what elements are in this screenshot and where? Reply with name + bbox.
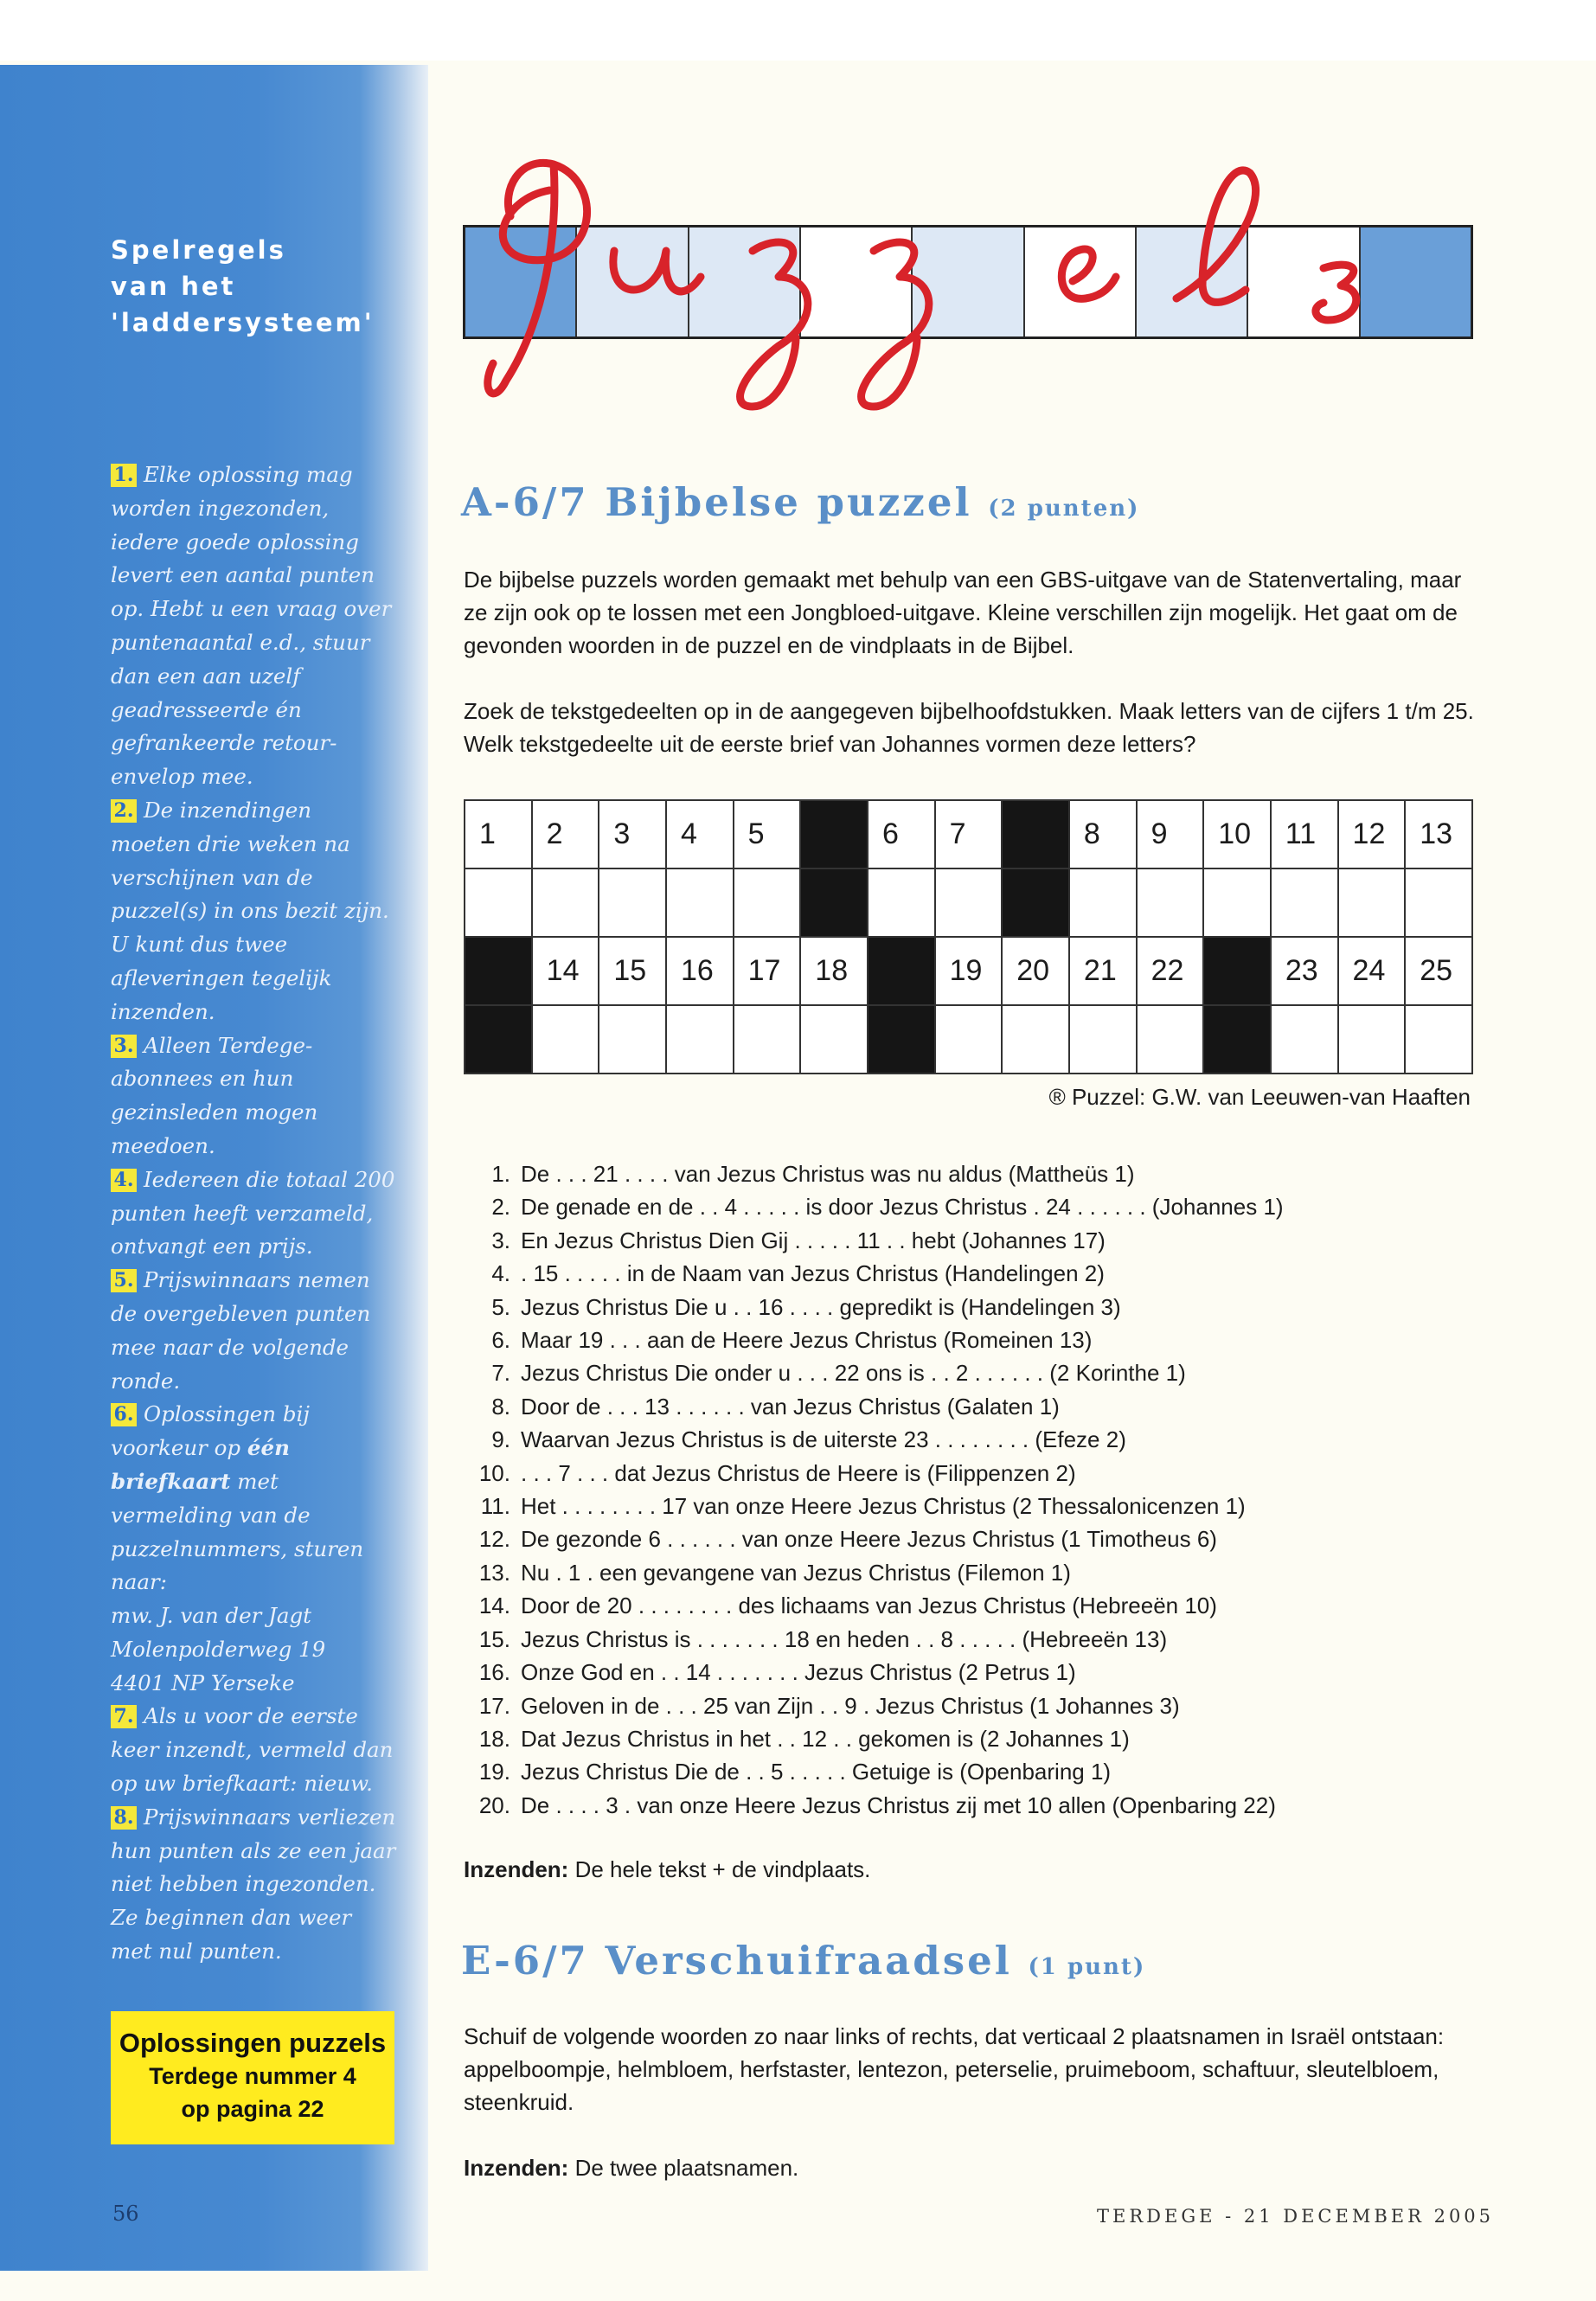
grid-cell-black xyxy=(800,868,868,937)
clue-number: 5. xyxy=(491,1293,510,1320)
grid-cell-empty xyxy=(599,1005,666,1074)
grid-cell-empty xyxy=(532,868,599,937)
grid-cell-black xyxy=(800,800,868,868)
grid-cell-label: 8 xyxy=(1083,817,1100,850)
rules-list xyxy=(111,458,396,1969)
grid-cell-number xyxy=(1405,800,1472,868)
grid-cell-label: 1 xyxy=(479,817,496,850)
grid-cell-label: 21 xyxy=(1083,954,1117,987)
grid-cell-label: 14 xyxy=(546,954,580,987)
grid-cell-number xyxy=(734,937,801,1005)
grid-row xyxy=(465,937,1472,1005)
grid-row xyxy=(465,1005,1472,1074)
puzzle-e-text: Schuif de volgende woorden zo naar links of rechts, dat verticaal 2 plaatsnamen in Israël ontstaan: appelboompje, helmbloem, herfstaster, lentezon, peterselie, pruimeboom, schaftuur, sleutelbloem, steenkruid. xyxy=(464,2023,1445,2115)
rule-item xyxy=(111,1264,396,1398)
grid-cell-black xyxy=(868,937,935,1005)
clue-item xyxy=(474,1190,1284,1223)
clue-number: 12. xyxy=(478,1526,510,1553)
rule-number: 5. xyxy=(111,1269,137,1292)
clue-text: Het . . . . . . . . 17 van onze Heere Jezus Christus (2 Thessalonicenzen 1) xyxy=(521,1493,1246,1520)
page-number: 56 xyxy=(112,2202,139,2226)
grid-cell-empty xyxy=(1137,868,1204,937)
solutions-issue: Terdege nummer 4 xyxy=(149,2063,356,2089)
grid-cell-empty xyxy=(599,868,666,937)
send-in-label: Inzenden: xyxy=(464,1856,569,1882)
clue-item xyxy=(474,1390,1284,1423)
send-in-text: De twee plaatsnamen. xyxy=(574,2155,799,2181)
grid-cell-label: 6 xyxy=(881,817,899,850)
send-in-text: De hele tekst + de vindplaats. xyxy=(574,1856,871,1882)
solutions-page: op pagina 22 xyxy=(181,2096,324,2122)
grid-cell-empty xyxy=(1002,1005,1069,1074)
rule-text: Prijswinnaars verliezen hun punten als ze een jaar niet hebben ingezonden. Ze beginnen dan weer met nul punten. xyxy=(111,1804,396,1965)
grid-cell-number xyxy=(532,937,599,1005)
clue-item xyxy=(474,1522,1284,1555)
rule-number: 8. xyxy=(111,1806,137,1830)
grid-cell-empty xyxy=(1203,868,1271,937)
rule-item xyxy=(111,1398,396,1599)
grid-cell-label: 15 xyxy=(613,954,647,987)
rule-text: Iedereen die totaal 200 punten heeft verzameld, ontvangt een prijs. xyxy=(111,1166,395,1259)
rule-number: 4. xyxy=(111,1169,137,1192)
clue-number: 16. xyxy=(478,1659,510,1686)
clue-list xyxy=(474,1157,1284,1822)
clue-text: Door de . . . 13 . . . . . . van Jezus Christus (Galaten 1) xyxy=(521,1393,1060,1420)
puzzle-a-points: (2 punten) xyxy=(988,496,1140,522)
clue-number: 14. xyxy=(478,1593,510,1619)
grid-cell-empty xyxy=(666,868,734,937)
grid-cell-label: 16 xyxy=(680,954,714,987)
clue-text: De gezonde 6 . . . . . . van onze Heere Jezus Christus (1 Timotheus 6) xyxy=(521,1526,1217,1553)
grid-cell-label: 4 xyxy=(680,817,697,850)
rule-text: Als u voor de eerste keer inzendt, vermeld dan op uw briefkaart: nieuw. xyxy=(111,1703,394,1797)
grid-cell-empty xyxy=(1405,1005,1472,1074)
clue-text: . . . 7 . . . dat Jezus Christus de Heere is (Filippenzen 2) xyxy=(521,1459,1076,1486)
grid-cell-number xyxy=(800,937,868,1005)
clue-item xyxy=(474,1457,1284,1490)
clue-text: Jezus Christus is . . . . . . . 18 en heden . . 8 . . . . . (Hebreeën 13) xyxy=(521,1625,1168,1652)
rule-item xyxy=(111,1801,396,1969)
clue-item xyxy=(474,1589,1284,1622)
rule-number: 7. xyxy=(111,1705,137,1728)
address-line: Molenpolderweg 19 xyxy=(111,1636,326,1662)
puzzle-a-instruction: Zoek de tekstgedeelten op in de aangegeven bijbelhoofdstukken. Maak letters van de cijfers 1 t/m 25. Welk tekstgedeelte uit de eerste brief van Johannes vormen deze letters? xyxy=(464,698,1474,757)
grid-row xyxy=(465,868,1472,937)
clue-number: 6. xyxy=(491,1327,510,1354)
sidebar-title-line: 'laddersysteem' xyxy=(111,308,375,337)
puzzle-credit: ® Puzzel: G.W. van Leeuwen-van Haaften xyxy=(1048,1084,1471,1110)
rule-item xyxy=(111,794,396,1029)
clue-text: Geloven in de . . . 25 van Zijn . . 9 . Jezus Christus (1 Johannes 3) xyxy=(521,1692,1180,1719)
grid-cell-label: 20 xyxy=(1016,954,1050,987)
puzzle-e-send-in xyxy=(464,2155,798,2182)
address-line: mw. J. van der Jagt xyxy=(111,1603,312,1629)
puzzle-e-title-text: E-6/7 Verschuifraadsel xyxy=(461,1938,1012,1984)
grid-cell-number xyxy=(935,800,1003,868)
clue-number: 13. xyxy=(478,1559,510,1586)
grid-cell-label: 25 xyxy=(1420,954,1453,987)
grid-cell-number xyxy=(1338,937,1406,1005)
grid-cell-number xyxy=(1338,800,1406,868)
clue-item xyxy=(474,1423,1284,1456)
grid-cell-label: 18 xyxy=(815,954,849,987)
grid-cell-number xyxy=(1069,800,1137,868)
clue-number: 2. xyxy=(491,1194,510,1221)
send-in-label: Inzenden: xyxy=(464,2155,569,2181)
rule-item xyxy=(111,1700,396,1800)
grid-cell-black xyxy=(1203,1005,1271,1074)
rule-number: 6. xyxy=(111,1403,137,1426)
clue-number: 10. xyxy=(478,1459,510,1486)
grid-cell-number xyxy=(1069,937,1137,1005)
clue-number: 7. xyxy=(491,1360,510,1387)
clue-item xyxy=(474,1755,1284,1788)
grid-cell-empty xyxy=(1271,1005,1338,1074)
clue-number: 15. xyxy=(478,1625,510,1652)
clue-text: Maar 19 . . . aan de Heere Jezus Christus (Romeinen 13) xyxy=(521,1327,1093,1354)
clue-text: Dat Jezus Christus in het . . 12 . . gekomen is (2 Johannes 1) xyxy=(521,1725,1130,1752)
grid-cell-label: 24 xyxy=(1352,954,1386,987)
grid-cell-empty xyxy=(1405,868,1472,937)
puzzle-a-intro: De bijbelse puzzels worden gemaakt met behulp van een GBS-uitgave van de Statenvertaling, maar ze zijn ook op te lossen met een Jongbloed-uitgave. Kleine verschillen zijn mogelijk. Het gaat om de gevonden woorden in de puzzel en de vindplaats in de Bijbel. xyxy=(464,567,1462,658)
address-line: 4401 NP Yerseke xyxy=(111,1670,295,1695)
grid-cell-number xyxy=(1137,937,1204,1005)
grid-cell-empty xyxy=(1338,1005,1406,1074)
clue-text: Jezus Christus Die onder u . . . 22 ons is . . 2 . . . . . . (2 Korinthe 1) xyxy=(521,1360,1186,1387)
grid-cell-number xyxy=(868,800,935,868)
top-margin xyxy=(0,0,1596,61)
grid-cell-black xyxy=(868,1005,935,1074)
rule-item xyxy=(111,1163,396,1264)
clue-number: 20. xyxy=(478,1791,510,1818)
sidebar-title xyxy=(111,232,388,341)
clue-text: Waarvan Jezus Christus is de uiterste 23 . . . . . . . . (Efeze 2) xyxy=(521,1426,1126,1453)
puzzle-e-title xyxy=(461,1938,1145,1984)
clue-item xyxy=(474,1224,1284,1257)
clue-text: Nu . 1 . een gevangene van Jezus Christus (Filemon 1) xyxy=(521,1559,1071,1586)
grid-cell-number xyxy=(1271,800,1338,868)
grid-cell-empty xyxy=(1069,1005,1137,1074)
grid-cell-empty xyxy=(1069,868,1137,937)
grid-cell-empty xyxy=(532,1005,599,1074)
grid-cell-label: 2 xyxy=(546,817,563,850)
clue-item xyxy=(474,1490,1284,1522)
clue-number: 4. xyxy=(491,1260,510,1287)
issue-footer: TERDEGE - 21 DECEMBER 2005 xyxy=(1097,2206,1495,2227)
grid-cell-black xyxy=(1002,868,1069,937)
grid-cell-label: 5 xyxy=(747,817,765,850)
clue-item xyxy=(474,1556,1284,1589)
grid-cell-number xyxy=(935,937,1003,1005)
clue-item xyxy=(474,1722,1284,1755)
grid-cell-number xyxy=(666,800,734,868)
grid-cell-number xyxy=(1271,937,1338,1005)
clue-number: 18. xyxy=(478,1725,510,1752)
clue-text: Jezus Christus Die u . . 16 . . . . gepredikt is (Handelingen 3) xyxy=(521,1293,1121,1320)
rule-number: 1. xyxy=(111,464,137,487)
solutions-heading: Oplossingen puzzels xyxy=(119,2028,387,2058)
grid-cell-empty xyxy=(935,1005,1003,1074)
clue-number: 19. xyxy=(478,1759,510,1785)
grid-cell-number xyxy=(1405,937,1472,1005)
rule-text: Prijswinnaars nemen de overgebleven punten mee naar de volgende ronde. xyxy=(111,1267,371,1394)
clue-text: . 15 . . . . . in de Naam van Jezus Christus (Handelingen 2) xyxy=(521,1260,1105,1287)
grid-cell-number xyxy=(1137,800,1204,868)
clue-text: Jezus Christus Die de . . 5 . . . . . Getuige is (Openbaring 1) xyxy=(521,1759,1112,1785)
grid-cell-black xyxy=(465,937,532,1005)
grid-cell-label: 23 xyxy=(1285,954,1318,987)
grid-cell-number xyxy=(465,800,532,868)
grid-cell-empty xyxy=(666,1005,734,1074)
clue-text: De . . . 21 . . . . van Jezus Christus was nu aldus (Mattheüs 1) xyxy=(521,1161,1135,1187)
clue-text: De genade en de . . 4 . . . . . is door Jezus Christus . 24 . . . . . . (Johannes 1) xyxy=(521,1194,1284,1221)
clue-item xyxy=(474,1356,1284,1389)
grid-cell-label: 17 xyxy=(747,954,781,987)
rule-text: Oplossingen bij voorkeur op xyxy=(111,1401,310,1461)
clue-item xyxy=(474,1257,1284,1290)
rule-number: 2. xyxy=(111,799,137,823)
clue-item xyxy=(474,1623,1284,1656)
puzzle-a-title xyxy=(461,479,1139,525)
grid-cell-empty xyxy=(868,868,935,937)
clue-number: 9. xyxy=(491,1426,510,1453)
puzzle-a-title-text: A-6/7 Bijbelse puzzel xyxy=(461,479,972,525)
grid-cell-label: 11 xyxy=(1285,817,1317,850)
solutions-box xyxy=(111,2011,394,2144)
clue-text: Onze God en . . 14 . . . . . . . Jezus Christus (2 Petrus 1) xyxy=(521,1659,1076,1686)
rule-text-bold: één briefkaart xyxy=(111,1435,290,1494)
sidebar-title-line: Spelregels xyxy=(111,235,286,265)
clue-item xyxy=(474,1157,1284,1190)
grid-cell-label: 22 xyxy=(1151,954,1184,987)
clue-number: 17. xyxy=(478,1692,510,1719)
clue-item xyxy=(474,1656,1284,1689)
grid-cell-number xyxy=(666,937,734,1005)
grid-cell-empty xyxy=(1338,868,1406,937)
grid-cell-number xyxy=(1002,937,1069,1005)
grid-cell-number xyxy=(734,800,801,868)
grid-cell-empty xyxy=(800,1005,868,1074)
grid-cell-empty xyxy=(935,868,1003,937)
rule-text: met vermelding van de puzzelnummers, sturen naar: xyxy=(111,1468,364,1595)
rule-item xyxy=(111,1029,396,1163)
header-script-word xyxy=(467,130,1471,424)
grid-row xyxy=(465,800,1472,868)
rule-text: Alleen Terdege-abonnees en hun gezinsleden mogen meedoen. xyxy=(111,1032,318,1158)
clue-item xyxy=(474,1789,1284,1822)
clue-number: 1. xyxy=(491,1161,510,1187)
grid-cell-label: 9 xyxy=(1151,817,1168,850)
grid-cell-black xyxy=(1002,800,1069,868)
grid-cell-label: 7 xyxy=(949,817,966,850)
clue-number: 3. xyxy=(491,1227,510,1253)
grid-cell-number xyxy=(1203,800,1271,868)
rule-text: Elke oplossing mag worden ingezonden, iedere goede oplossing levert een aantal punten op. Hebt u een vraag over puntenaantal e.d., stuur dan een aan uzelf geadresseerde én gefrankeerde retour-envelop mee. xyxy=(111,462,392,790)
grid-cell-empty xyxy=(1271,868,1338,937)
grid-cell-label: 3 xyxy=(613,817,631,850)
grid-cell-empty xyxy=(465,868,532,937)
clue-number: 8. xyxy=(491,1393,510,1420)
clue-text: En Jezus Christus Dien Gij . . . . . 11 . . hebt (Johannes 17) xyxy=(521,1227,1106,1253)
grid-cell-empty xyxy=(734,1005,801,1074)
clue-item xyxy=(474,1689,1284,1722)
clue-number: 11. xyxy=(480,1493,510,1520)
grid-cell-black xyxy=(1203,937,1271,1005)
rule-item xyxy=(111,458,396,794)
grid-cell-label: 12 xyxy=(1352,817,1386,850)
clue-text: Door de 20 . . . . . . . . des lichaams van Jezus Christus (Hebreeën 10) xyxy=(521,1593,1217,1619)
grid-cell-empty xyxy=(1137,1005,1204,1074)
grid-cell-number xyxy=(599,800,666,868)
clue-text: De . . . . 3 . van onze Heere Jezus Christus zij met 10 allen (Openbaring 22) xyxy=(521,1791,1276,1818)
puzzle-grid xyxy=(464,799,1473,1074)
grid-cell-empty xyxy=(734,868,801,937)
rule-number: 3. xyxy=(111,1035,137,1058)
grid-cell-label: 10 xyxy=(1218,817,1252,850)
grid-cell-number xyxy=(599,937,666,1005)
puzzle-e-points: (1 punt) xyxy=(1028,1954,1146,1980)
grid-cell-label: 13 xyxy=(1420,817,1453,850)
sidebar-title-line: van het xyxy=(111,272,236,301)
puzzle-a-send-in xyxy=(464,1856,870,1883)
rule-text: De inzendingen moeten drie weken na verschijnen van de puzzel(s) in ons bezit zijn. U kunt dus twee afleveringen tegelijk inzenden. xyxy=(111,797,389,1024)
clue-item xyxy=(474,1291,1284,1324)
grid-cell-label: 19 xyxy=(949,954,983,987)
grid-cell-black xyxy=(465,1005,532,1074)
grid-cell-number xyxy=(532,800,599,868)
clue-item xyxy=(474,1324,1284,1356)
